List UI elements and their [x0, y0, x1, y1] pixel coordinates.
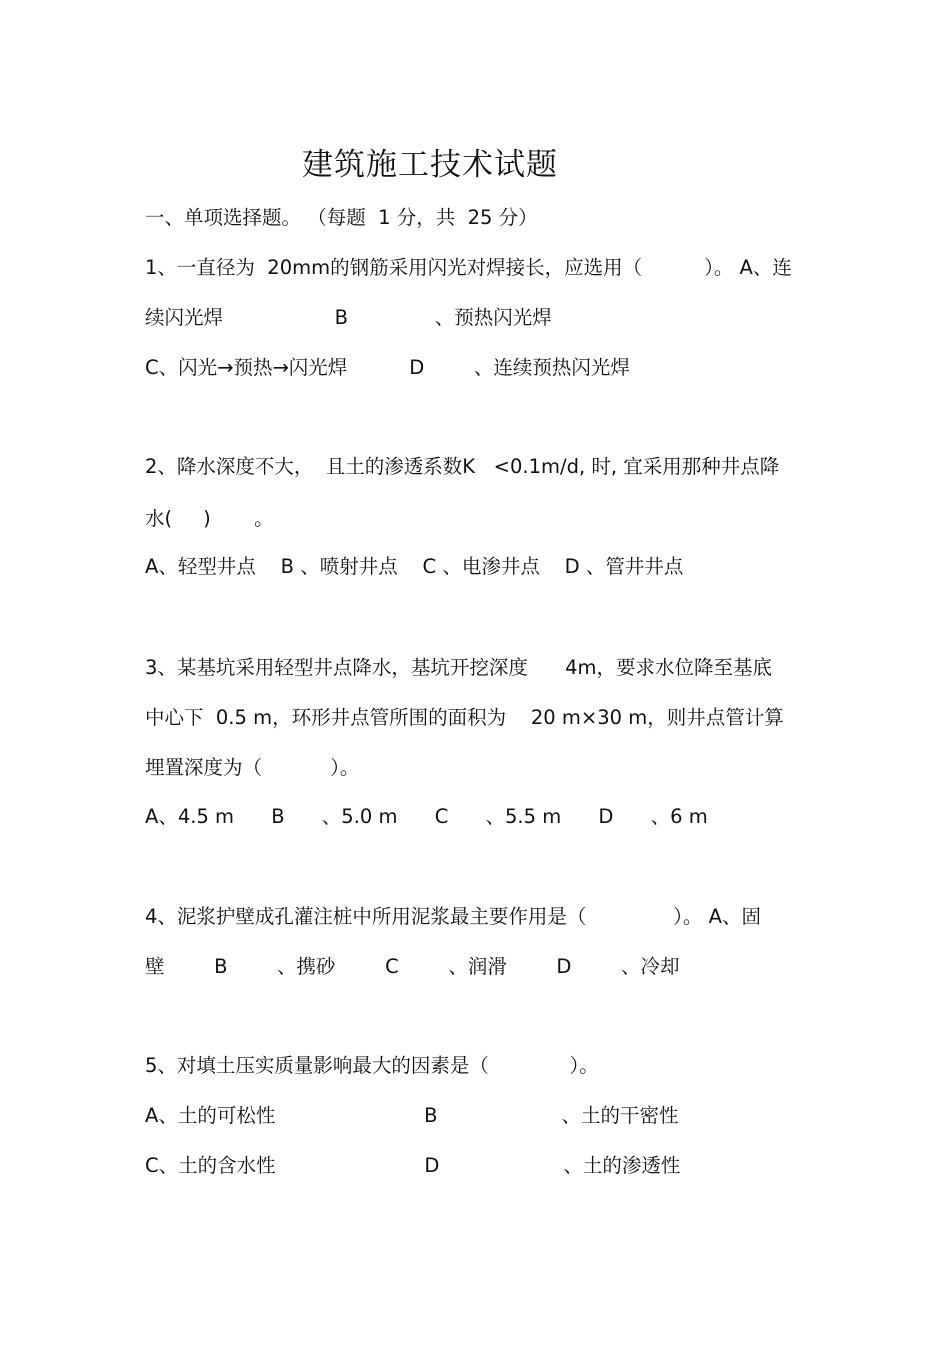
question-4-line-2: 壁 B 、携砂 C 、润滑 D 、冷却: [145, 955, 680, 978]
question-2-line-2: 水( ) 。: [145, 507, 274, 530]
document-title: 建筑施工技术试题: [302, 147, 558, 183]
section-heading: 一、单项选择题。 （每题 1 分，共 25 分）: [145, 206, 538, 229]
question-1-line-2: 续闪光焊 B 、预热闪光焊: [145, 306, 552, 329]
question-1-line-3: C、闪光→预热→闪光焊 D 、连续预热闪光焊: [145, 356, 630, 379]
question-3-line-1: 3、某基坑采用轻型井点降水，基坑开挖深度 4m，要求水位降至基底: [145, 656, 772, 679]
question-4-line-1: 4、泥浆护壁成孔灌注桩中所用泥浆最主要作用是（ ）。 A、固: [145, 905, 761, 928]
question-5-line-3: C、土的含水性 D 、土的渗透性: [145, 1154, 681, 1177]
question-5-line-1: 5、对填土压实质量影响最大的因素是（ ）。: [145, 1054, 599, 1077]
question-1-line-1: 1、一直径为 20mm的钢筋采用闪光对焊接长，应选用（ ）。 A、连: [145, 256, 792, 279]
question-2-line-1: 2、降水深度不大， 且土的渗透系数K <0.1m/d, 时, 宜采用那种井点降: [145, 455, 780, 478]
question-3-line-2: 中心下 0.5 m，环形井点管所围的面积为 20 m×30 m，则井点管计算: [145, 706, 784, 729]
question-5-line-2: A、土的可松性 B 、土的干密性: [145, 1104, 679, 1127]
question-3-line-4: A、4.5 m B 、5.0 m C 、5.5 m D 、6 m: [145, 805, 708, 828]
question-3-line-3: 埋置深度为（ ）。: [145, 756, 360, 779]
question-2-line-3: A、轻型井点 B 、喷射井点 C 、电渗井点 D 、管井井点: [145, 555, 684, 578]
